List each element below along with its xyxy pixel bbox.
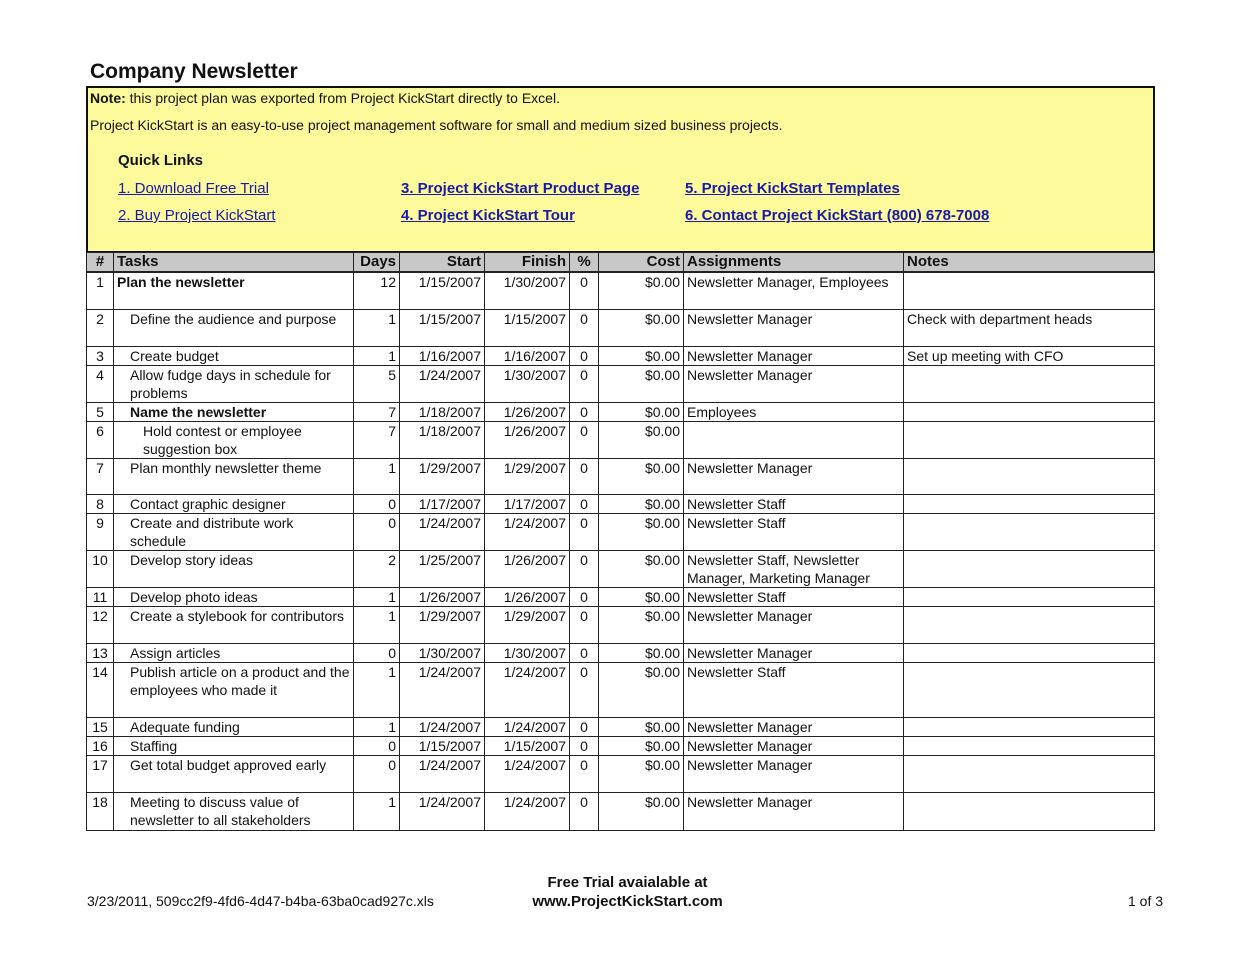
task-name: Meeting to discuss value of newsletter to all stakeholders <box>114 792 354 830</box>
task-notes <box>904 494 1155 513</box>
task-days: 2 <box>354 550 400 587</box>
task-pct: 0 <box>570 755 599 792</box>
col-start: Start <box>400 253 485 273</box>
task-num: 8 <box>87 494 114 513</box>
table-row <box>87 494 1155 513</box>
task-finish: 1/26/2007 <box>485 550 570 587</box>
task-notes <box>904 587 1155 606</box>
table-row <box>87 458 1155 494</box>
task-pct: 0 <box>570 346 599 365</box>
task-days: 1 <box>354 792 400 830</box>
task-notes <box>904 792 1155 830</box>
table-row <box>87 309 1155 346</box>
table-row <box>87 513 1155 550</box>
task-start: 1/24/2007 <box>400 513 485 550</box>
task-cost: $0.00 <box>599 643 684 662</box>
link-contact[interactable]: 6. Contact Project KickStart (800) 678-7008 <box>685 207 990 224</box>
task-assignments: Newsletter Staff, Newsletter Manager, Marketing Manager <box>684 550 904 587</box>
task-days: 1 <box>354 662 400 717</box>
task-pct: 0 <box>570 550 599 587</box>
link-tour[interactable]: 4. Project KickStart Tour <box>401 207 575 224</box>
task-start: 1/29/2007 <box>400 458 485 494</box>
task-notes <box>904 606 1155 643</box>
task-cost: $0.00 <box>599 494 684 513</box>
task-pct: 0 <box>570 365 599 402</box>
task-finish: 1/26/2007 <box>485 402 570 421</box>
task-name: Get total budget approved early <box>114 755 354 792</box>
task-days: 12 <box>354 272 400 309</box>
table-row <box>87 643 1155 662</box>
task-num: 5 <box>87 402 114 421</box>
task-notes <box>904 736 1155 755</box>
task-days: 1 <box>354 717 400 736</box>
task-notes: Check with department heads <box>904 309 1155 346</box>
task-notes <box>904 513 1155 550</box>
task-pct: 0 <box>570 792 599 830</box>
task-name: Define the audience and purpose <box>114 309 354 346</box>
link-download-trial[interactable]: 1. Download Free Trial <box>118 180 269 197</box>
task-start: 1/17/2007 <box>400 494 485 513</box>
task-pct: 0 <box>570 421 599 458</box>
task-assignments: Newsletter Manager <box>684 606 904 643</box>
task-num: 6 <box>87 421 114 458</box>
task-pct: 0 <box>570 494 599 513</box>
task-days: 0 <box>354 513 400 550</box>
task-start: 1/15/2007 <box>400 736 485 755</box>
task-pct: 0 <box>570 606 599 643</box>
task-notes <box>904 272 1155 309</box>
task-finish: 1/24/2007 <box>485 792 570 830</box>
link-templates[interactable]: 5. Project KickStart Templates <box>685 180 900 197</box>
task-pct: 0 <box>570 736 599 755</box>
task-days: 0 <box>354 643 400 662</box>
task-assignments: Newsletter Manager <box>684 643 904 662</box>
description: Project KickStart is an easy-to-use project management software for small and medium sized business projects. <box>90 117 783 133</box>
task-assignments: Newsletter Staff <box>684 494 904 513</box>
task-days: 0 <box>354 494 400 513</box>
task-start: 1/16/2007 <box>400 346 485 365</box>
task-finish: 1/15/2007 <box>485 736 570 755</box>
table-row <box>87 550 1155 587</box>
task-assignments: Newsletter Manager <box>684 458 904 494</box>
table-row <box>87 792 1155 830</box>
task-days: 5 <box>354 365 400 402</box>
task-num: 14 <box>87 662 114 717</box>
task-num: 16 <box>87 736 114 755</box>
task-cost: $0.00 <box>599 309 684 346</box>
footer-trial: Free Trial avaialable at <box>547 874 708 891</box>
task-days: 1 <box>354 606 400 643</box>
table-row <box>87 717 1155 736</box>
table-row <box>87 421 1155 458</box>
task-num: 12 <box>87 606 114 643</box>
task-pct: 0 <box>570 717 599 736</box>
footer-page: 1 of 3 <box>1128 893 1164 909</box>
task-num: 3 <box>87 346 114 365</box>
task-start: 1/15/2007 <box>400 272 485 309</box>
col-num: # <box>87 253 114 273</box>
task-name: Develop photo ideas <box>114 587 354 606</box>
table-row <box>87 272 1155 309</box>
task-cost: $0.00 <box>599 606 684 643</box>
task-assignments: Newsletter Manager <box>684 717 904 736</box>
task-assignments: Employees <box>684 402 904 421</box>
quick-links-heading: Quick Links <box>118 152 204 169</box>
task-name: Name the newsletter <box>114 402 354 421</box>
task-name: Contact graphic designer <box>114 494 354 513</box>
task-assignments: Newsletter Manager <box>684 346 904 365</box>
task-days: 1 <box>354 587 400 606</box>
table-row <box>87 662 1155 717</box>
col-assignments: Assignments <box>684 253 904 273</box>
task-num: 17 <box>87 755 114 792</box>
task-assignments: Newsletter Manager <box>684 736 904 755</box>
task-num: 4 <box>87 365 114 402</box>
page-title: Company Newsletter <box>90 60 298 83</box>
col-days: Days <box>354 253 400 273</box>
task-num: 11 <box>87 587 114 606</box>
task-start: 1/24/2007 <box>400 792 485 830</box>
task-days: 7 <box>354 421 400 458</box>
task-cost: $0.00 <box>599 365 684 402</box>
task-finish: 1/16/2007 <box>485 346 570 365</box>
task-assignments <box>684 421 904 458</box>
task-name: Publish article on a product and the employees who made it <box>114 662 354 717</box>
note-label: Note: <box>90 90 126 106</box>
task-finish: 1/26/2007 <box>485 587 570 606</box>
link-buy[interactable]: 2. Buy Project KickStart <box>118 207 276 224</box>
task-notes <box>904 755 1155 792</box>
task-name: Create a stylebook for contributors <box>114 606 354 643</box>
task-finish: 1/15/2007 <box>485 309 570 346</box>
task-cost: $0.00 <box>599 346 684 365</box>
table-row <box>87 736 1155 755</box>
task-assignments: Newsletter Manager <box>684 792 904 830</box>
table-row <box>87 606 1155 643</box>
col-cost: Cost <box>599 253 684 273</box>
task-finish: 1/30/2007 <box>485 365 570 402</box>
task-start: 1/25/2007 <box>400 550 485 587</box>
task-cost: $0.00 <box>599 402 684 421</box>
task-name: Plan monthly newsletter theme <box>114 458 354 494</box>
task-num: 18 <box>87 792 114 830</box>
task-notes: Set up meeting with CFO <box>904 346 1155 365</box>
task-finish: 1/17/2007 <box>485 494 570 513</box>
task-assignments: Newsletter Manager <box>684 365 904 402</box>
task-notes <box>904 458 1155 494</box>
task-assignments: Newsletter Manager <box>684 755 904 792</box>
task-notes <box>904 421 1155 458</box>
task-num: 13 <box>87 643 114 662</box>
task-num: 10 <box>87 550 114 587</box>
task-cost: $0.00 <box>599 755 684 792</box>
task-notes <box>904 402 1155 421</box>
table-row <box>87 346 1155 365</box>
task-cost: $0.00 <box>599 458 684 494</box>
task-days: 1 <box>354 309 400 346</box>
task-notes <box>904 662 1155 717</box>
task-pct: 0 <box>570 513 599 550</box>
task-start: 1/24/2007 <box>400 365 485 402</box>
link-product-page[interactable]: 3. Project KickStart Product Page <box>401 180 640 197</box>
task-name: Assign articles <box>114 643 354 662</box>
task-assignments: Newsletter Manager <box>684 309 904 346</box>
task-finish: 1/24/2007 <box>485 755 570 792</box>
task-start: 1/29/2007 <box>400 606 485 643</box>
task-name: Plan the newsletter <box>114 272 354 309</box>
task-start: 1/18/2007 <box>400 421 485 458</box>
task-start: 1/26/2007 <box>400 587 485 606</box>
task-notes <box>904 550 1155 587</box>
header-row <box>87 253 1155 273</box>
task-name: Allow fudge days in schedule for problems <box>114 365 354 402</box>
note-text: this project plan was exported from Project KickStart directly to Excel. <box>125 90 560 106</box>
task-cost: $0.00 <box>599 587 684 606</box>
task-pct: 0 <box>570 587 599 606</box>
task-name: Create and distribute work schedule <box>114 513 354 550</box>
task-finish: 1/26/2007 <box>485 421 570 458</box>
task-name: Create budget <box>114 346 354 365</box>
task-name: Adequate funding <box>114 717 354 736</box>
task-notes <box>904 717 1155 736</box>
task-num: 2 <box>87 309 114 346</box>
task-table <box>86 252 1155 831</box>
task-num: 15 <box>87 717 114 736</box>
note-line <box>90 90 560 106</box>
task-name: Hold contest or employee suggestion box <box>114 421 354 458</box>
task-days: 7 <box>354 402 400 421</box>
info-box <box>86 86 1155 253</box>
task-cost: $0.00 <box>599 717 684 736</box>
task-name: Staffing <box>114 736 354 755</box>
task-pct: 0 <box>570 458 599 494</box>
task-cost: $0.00 <box>599 792 684 830</box>
task-cost: $0.00 <box>599 421 684 458</box>
task-start: 1/24/2007 <box>400 717 485 736</box>
task-finish: 1/24/2007 <box>485 717 570 736</box>
task-pct: 0 <box>570 643 599 662</box>
table-row <box>87 365 1155 402</box>
col-tasks: Tasks <box>114 253 354 273</box>
task-finish: 1/24/2007 <box>485 513 570 550</box>
task-num: 7 <box>87 458 114 494</box>
task-days: 1 <box>354 458 400 494</box>
task-finish: 1/24/2007 <box>485 662 570 717</box>
footer-file: 3/23/2011, 509cc2f9-4fd6-4d47-b4ba-63ba0cad927c.xls <box>87 893 434 909</box>
task-days: 0 <box>354 755 400 792</box>
task-finish: 1/30/2007 <box>485 643 570 662</box>
task-cost: $0.00 <box>599 550 684 587</box>
task-cost: $0.00 <box>599 736 684 755</box>
task-assignments: Newsletter Manager, Employees <box>684 272 904 309</box>
col-pct: % <box>570 253 599 273</box>
task-pct: 0 <box>570 662 599 717</box>
task-days: 1 <box>354 346 400 365</box>
task-start: 1/18/2007 <box>400 402 485 421</box>
task-start: 1/24/2007 <box>400 755 485 792</box>
task-start: 1/24/2007 <box>400 662 485 717</box>
task-assignments: Newsletter Staff <box>684 513 904 550</box>
task-cost: $0.00 <box>599 513 684 550</box>
task-num: 9 <box>87 513 114 550</box>
task-finish: 1/30/2007 <box>485 272 570 309</box>
footer-url: www.ProjectKickStart.com <box>532 893 723 910</box>
task-pct: 0 <box>570 309 599 346</box>
task-cost: $0.00 <box>599 272 684 309</box>
task-days: 0 <box>354 736 400 755</box>
task-assignments: Newsletter Staff <box>684 587 904 606</box>
table-row <box>87 587 1155 606</box>
table-row <box>87 402 1155 421</box>
task-cost: $0.00 <box>599 662 684 717</box>
task-pct: 0 <box>570 272 599 309</box>
task-name: Develop story ideas <box>114 550 354 587</box>
table-row <box>87 755 1155 792</box>
task-finish: 1/29/2007 <box>485 458 570 494</box>
task-notes <box>904 365 1155 402</box>
task-assignments: Newsletter Staff <box>684 662 904 717</box>
task-pct: 0 <box>570 402 599 421</box>
task-start: 1/30/2007 <box>400 643 485 662</box>
col-notes: Notes <box>904 253 1155 273</box>
col-finish: Finish <box>485 253 570 273</box>
task-notes <box>904 643 1155 662</box>
task-finish: 1/29/2007 <box>485 606 570 643</box>
task-start: 1/15/2007 <box>400 309 485 346</box>
task-num: 1 <box>87 272 114 309</box>
